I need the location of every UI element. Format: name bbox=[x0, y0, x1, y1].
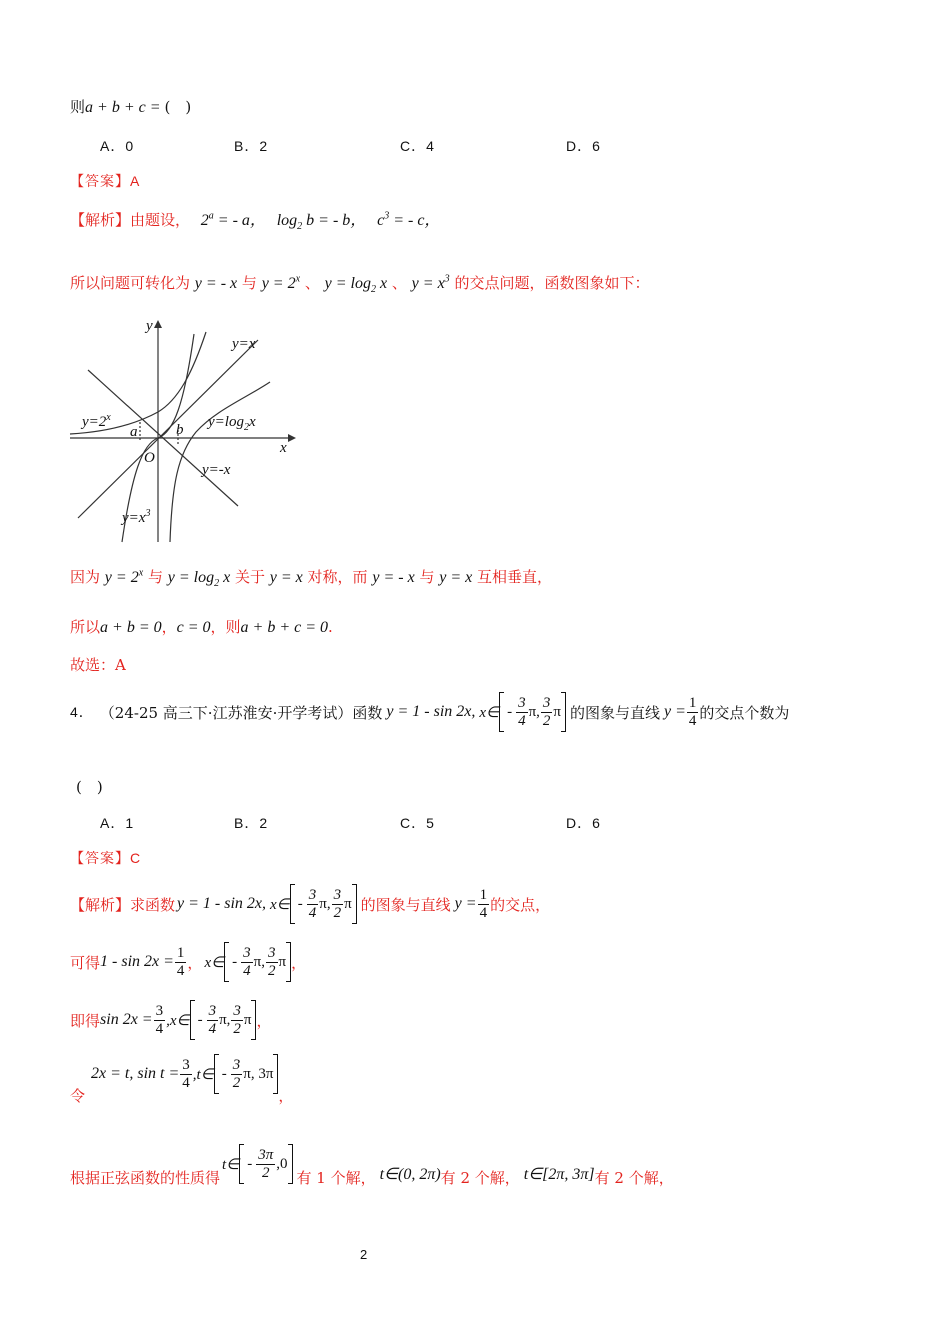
func-neg-x: y = - x bbox=[194, 275, 238, 292]
text: 有 1 个解， bbox=[296, 1169, 376, 1187]
label-exp: $y=2^x$ bbox=[82, 412, 111, 430]
text: 的图象与直线 bbox=[360, 895, 451, 914]
func-y-x: y = x bbox=[269, 569, 303, 586]
math-expr: a + b + c = bbox=[85, 99, 165, 116]
question-stem-line bbox=[70, 96, 191, 117]
option-d: D．6 bbox=[566, 815, 601, 831]
domain-interval: x∈ - $\frac{3}{4}$ π, $\frac{3}{2}$ π bbox=[204, 942, 291, 982]
analysis-line-1 bbox=[70, 207, 440, 232]
domain-interval: ,x∈ - $\frac{3}{4}$ π, $\frac{3}{2}$ π bbox=[166, 1000, 256, 1040]
math-func: y = 1 - sin 2x, bbox=[177, 895, 267, 912]
math-expr: 1 - sin 2x = bbox=[100, 953, 174, 970]
math-expr: t∈(0, 2π) bbox=[379, 1166, 441, 1183]
text: 根据正弦函数的性质得 bbox=[70, 1169, 221, 1187]
answer-label: 【答案】C bbox=[70, 850, 142, 866]
text: ，则 bbox=[210, 618, 241, 636]
analysis-line-4 bbox=[70, 616, 333, 637]
func-log: $y = \log_2 x$ bbox=[167, 569, 231, 590]
text: 互相垂直， bbox=[477, 568, 553, 586]
text: 所以 bbox=[70, 618, 101, 636]
option-c: C．5 bbox=[400, 815, 435, 831]
question-source: （24-25 高三下·江苏淮安·开学考试）函数 bbox=[99, 703, 383, 722]
math-expr: sin 2x = bbox=[100, 1011, 153, 1028]
option-b: B．2 bbox=[234, 815, 269, 831]
q4-analysis-line-4 bbox=[70, 1058, 293, 1108]
q4-analysis-line-2 bbox=[70, 940, 306, 984]
text: 对称，而 bbox=[307, 568, 368, 586]
fraction-three-quarters: $\frac{3}{4}$ bbox=[182, 1056, 190, 1091]
q4-analysis-line-1 bbox=[70, 882, 550, 926]
fraction-quarter: $\frac{1}{4}$ bbox=[479, 886, 488, 921]
text: 、 bbox=[304, 274, 320, 292]
func-y-x: y = x bbox=[439, 569, 473, 586]
x-axis-arrow bbox=[288, 434, 296, 442]
question-number: 4． bbox=[70, 704, 94, 720]
text: 则 bbox=[70, 98, 86, 116]
domain-interval: x∈ - $\frac{3}{4}$ π, $\frac{3}{2}$ π bbox=[270, 884, 357, 924]
text: 的交点个数为 bbox=[699, 703, 790, 722]
text: 与 bbox=[419, 568, 435, 586]
func-cube: $y = x^3$ bbox=[411, 273, 450, 292]
text: 令 bbox=[70, 1087, 86, 1105]
math-expr: t∈[2π, 3π] bbox=[523, 1166, 595, 1183]
text: 与 bbox=[147, 568, 163, 586]
t-interval: ,t∈ - $\frac{3}{2}$ π, 3π bbox=[193, 1054, 279, 1094]
x-axis-label: x bbox=[280, 440, 287, 456]
option-a: A．1 bbox=[100, 815, 135, 831]
math-expr: a + b + c = 0 bbox=[240, 619, 329, 636]
analysis-label: 【解析】由题设， bbox=[70, 211, 191, 229]
label-cube: $y=x^3$ bbox=[122, 508, 151, 526]
text: 、 bbox=[391, 274, 407, 292]
point-a-label: a bbox=[130, 424, 138, 440]
analysis-line-3 bbox=[70, 566, 552, 589]
option-c: C．4 bbox=[400, 138, 435, 154]
text: ， bbox=[187, 953, 203, 972]
math-expr: 2x = t, sin t = bbox=[91, 1065, 180, 1082]
label-y-equals-x: y=x bbox=[232, 336, 256, 352]
func-neg-x: y = - x bbox=[372, 569, 415, 586]
text: ， bbox=[291, 953, 307, 972]
text: 有 2 个解， bbox=[594, 1169, 674, 1187]
question-4-stem bbox=[70, 690, 789, 734]
text: 所以问题可转化为 bbox=[70, 274, 191, 292]
fraction-three-quarters: $\frac{3}{4}$ bbox=[155, 1002, 164, 1037]
option-b: B．2 bbox=[234, 138, 269, 154]
answer-blank: ( ) bbox=[76, 778, 103, 796]
q4-analysis-line-3 bbox=[70, 998, 272, 1042]
text: 有 2 个解， bbox=[440, 1169, 520, 1187]
text: 的交点， bbox=[490, 895, 551, 914]
analysis-line-2 bbox=[70, 272, 649, 295]
text: ， bbox=[161, 618, 177, 636]
func-log: $y = \log_2 x$ bbox=[324, 275, 388, 296]
choose-line: 故选：A bbox=[70, 656, 126, 674]
func-exp: $y = 2^x$ bbox=[261, 273, 301, 292]
function-graph bbox=[66, 314, 306, 546]
answer-blank: ( ) bbox=[164, 98, 192, 116]
text: 关于 bbox=[234, 568, 265, 586]
math-expr: c = 0 bbox=[176, 619, 211, 636]
math-expr: y = bbox=[454, 895, 477, 912]
y-axis-label: y bbox=[146, 318, 153, 334]
condition-3: $c^3$ = - c， bbox=[377, 210, 441, 229]
label-log: $y=\log_2x$ bbox=[208, 414, 256, 433]
text: ， bbox=[256, 1011, 272, 1030]
t-interval-1: t∈ - $\frac{3\pi}{2}$ ,0 bbox=[222, 1144, 293, 1184]
point-b-label: b bbox=[176, 422, 184, 438]
option-d: D．6 bbox=[566, 138, 601, 154]
page-number: 2 bbox=[360, 1247, 368, 1262]
text: 的交点问题，函数图象如下： bbox=[454, 274, 650, 292]
text: 可得 bbox=[70, 953, 101, 972]
text: . bbox=[328, 618, 333, 636]
domain-interval: x∈ - $\frac{3}{4}$ π, $\frac{3}{2}$ π bbox=[479, 692, 566, 732]
condition-1: $2^a$ = - a， bbox=[200, 210, 266, 229]
text: 即得 bbox=[70, 1011, 101, 1030]
fraction-quarter: $\frac{1}{4}$ bbox=[176, 944, 185, 979]
math-expr: y = bbox=[664, 703, 686, 720]
text: ， bbox=[278, 1087, 294, 1105]
condition-2: $\log_2 b$ = - b， bbox=[276, 212, 367, 233]
fraction-quarter: $\frac{1}{4}$ bbox=[688, 694, 697, 729]
option-a: A．0 bbox=[100, 138, 135, 154]
y-axis-arrow bbox=[154, 320, 162, 328]
math-expr: a + b = 0 bbox=[100, 619, 162, 636]
origin-label: O bbox=[144, 450, 155, 466]
answer-label: 【答案】A bbox=[70, 173, 141, 189]
label-neg-x: y=-x bbox=[202, 462, 231, 478]
text: 因为 bbox=[70, 568, 101, 586]
math-func: y = 1 - sin 2x, bbox=[386, 703, 476, 720]
analysis-label: 【解析】求函数 bbox=[70, 895, 176, 914]
func-exp: $y = 2^x$ bbox=[104, 567, 144, 586]
q4-analysis-line-5 bbox=[70, 1140, 674, 1190]
text: 的图象与直线 bbox=[570, 703, 661, 722]
text: 与 bbox=[241, 274, 257, 292]
